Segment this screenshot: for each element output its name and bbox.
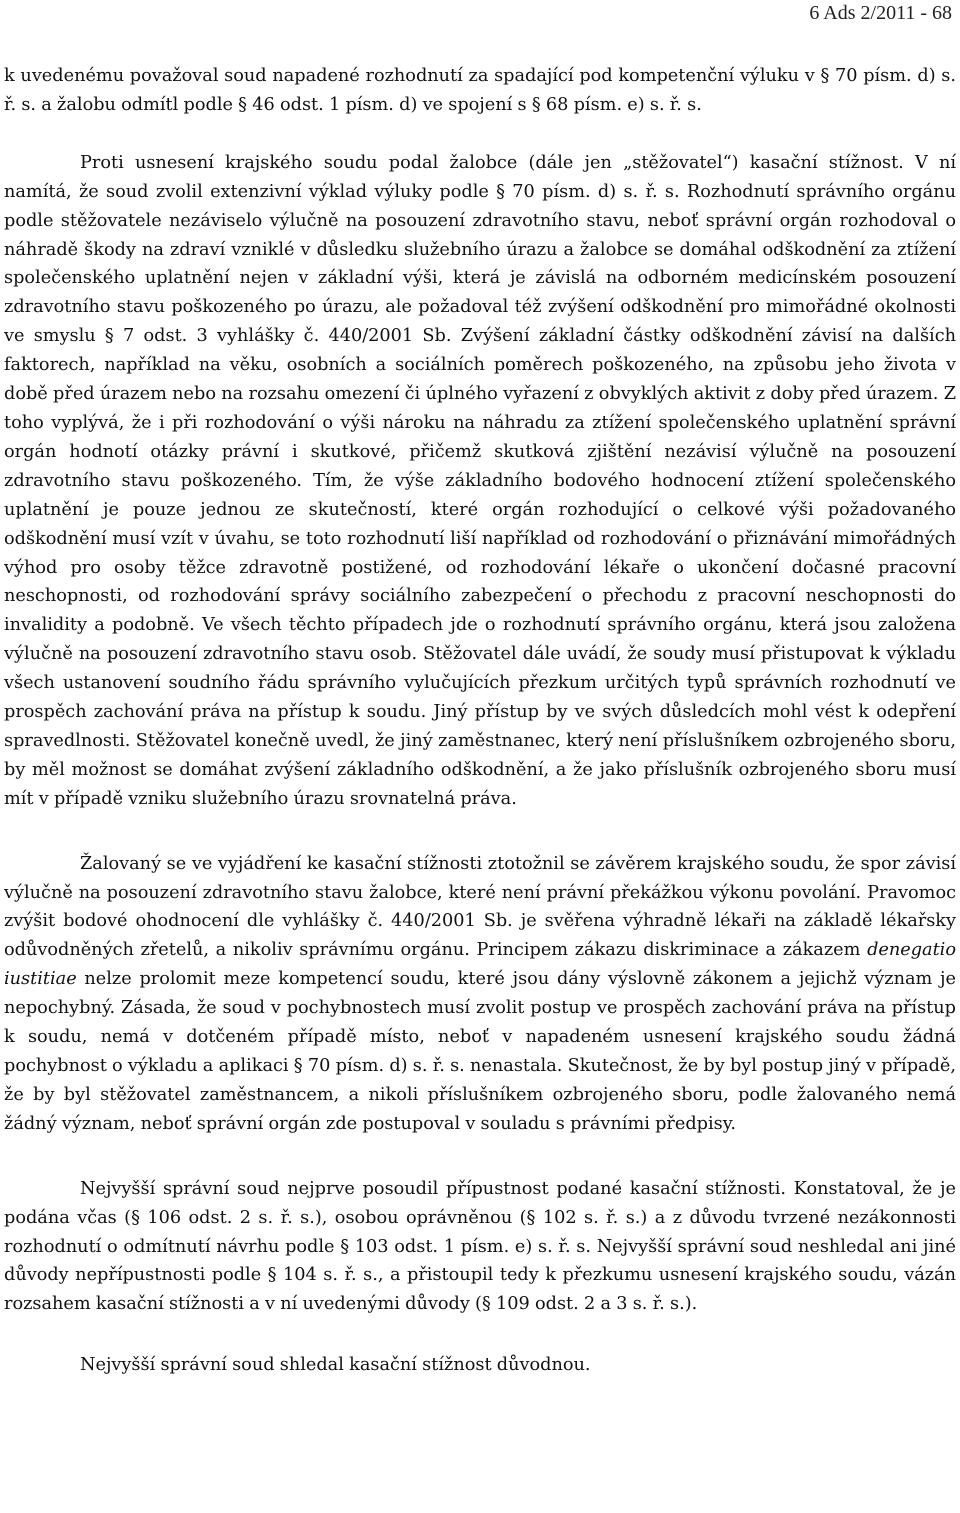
paragraph-4: Nejvyšší správní soud nejprve posoudil přípustnost podané kasační stížnosti. Konstatoval, že je podána včas (§ 106 odst. 2 s. ř. s.), osobou oprávněnou (§ 102 s. ř. s.) a z důvodu tvrzené nezákonnosti rozhodnutí o odmítnutí návrhu podle § 103 odst. 1 písm. e) s. ř. s. Nejvyšší správní soud neshledal ani jiné důvody nepřípustnosti podle § 104 s. ř. s., a přistoupil tedy k přezkumu usnesení krajského soudu, vázán rozsahem kasační stížnosti a v ní uvedenými důvody (§ 109 odst. 2 a 3 s. ř. s.). bbox=[4, 1178, 956, 1315]
paragraph-1: k uvedenému považoval soud napadené rozhodnutí za spadající pod kompetenční výluku v § 70 písm. d) s. ř. s. a žalobu odmítl podle § 46 odst. 1 písm. d) ve spojení s § 68 písm. e) s. ř. s. bbox=[4, 66, 956, 115]
page-header-case-number: 6 Ads 2/2011 - 68 bbox=[809, 2, 952, 24]
paragraph-spacer bbox=[4, 814, 956, 850]
paragraph-spacer bbox=[4, 1139, 956, 1175]
paragraph-3-text-before: Žalovaný se ve vyjádření ke kasační stížnosti ztotožnil se závěrem krajského soudu, že spor závisí výlučně na posouzení zdravotního stavu žalobce, které není právní překážkou výkonu povolání. Pravomoc zvýšit bodové ohodnocení dle vyhlášky č. 440/2001 Sb. je svěřena výhradně lékaři na základě lékařsky odůvodněných zřetelů, a nikoliv správnímu orgánu. Principem zákazu diskriminace a zákazem bbox=[4, 853, 956, 961]
document-body bbox=[4, 62, 956, 1380]
paragraph-3-text-after: nelze prolomit meze kompetencí soudu, které jsou dány výslovně zákonem a jejichž význam je nepochybný. Zásada, že soud v pochybnostech musí zvolit postup ve prospěch zachování práva na přístup k soudu, nemá v dotčeném případě místo, neboť v napadeném usnesení krajského soudu žádná pochybnost o výkladu a aplikaci § 70 písm. d) s. ř. s. nenastala. Skutečnost, že by byl postup jiný v případě, že by byl stěžovatel zaměstnancem, a nikoli příslušníkem ozbrojeného sboru, podle žalovaného nemá žádný význam, neboť správní orgán zde postupoval v souladu s právními předpisy. bbox=[4, 969, 956, 1134]
paragraph-spacer bbox=[4, 1319, 956, 1351]
paragraph-5: Nejvyšší správní soud shledal kasační stížnost důvodnou. bbox=[80, 1355, 591, 1376]
paragraph-3 bbox=[4, 850, 956, 1139]
latin-phrase: denegatio iustitiae bbox=[4, 940, 956, 990]
paragraph-2: Proti usnesení krajského soudu podal žalobce (dále jen „stěžovatel“) kasační stížnost. V ní namítá, že soud zvolil extenzivní výklad výluky podle § 70 písm. d) s. ř. s. Rozhodnutí správního orgánu podle stěžovatele nezáviselo výlučně na posouzení zdravotního stavu, neboť správní orgán rozhodoval o náhradě škody na zdraví vzniklé v důsledku služebního úrazu a žalobce se domáhal odškodnění za ztížení společenského uplatnění nejen v základní výši, která je závislá na odborném medicínském posouzení zdravotního stavu poškozeného po úrazu, ale požadoval též zvýšení odškodnění pro mimořádné okolnosti ve smyslu § 7 odst. 3 vyhlášky č. 440/2001 Sb. Zvýšení základní částky odškodnění závisí na dalších faktorech, například na věku, osobních a sociálních poměrech poškozeného, na způsobu jeho života v době před úrazem nebo na rozsahu omezení či úplného vyřazení z obvyklých aktivit z doby před úrazem. Z toho vyplývá, že i při rozhodování o výši nároku na náhradu za ztížení společenského uplatnění správní orgán hodnotí otázky právní i skutkové, přičemž skutková zjištění nezávisí výlučně na posouzení zdravotního stavu poškozeného. Tím, že výše základního bodového hodnocení ztížení společenského uplatnění je pouze jednou ze skutečností, které orgán rozhodující o celkové výši požadovaného odškodnění musí vzít v úvahu, se toto rozhodnutí liší například od rozhodování o přiznávání mimořádných výhod pro osoby těžce zdravotně postižené, od rozhodování lékaře o ukončení dočasné pracovní neschopnosti, od rozhodování správy sociálního zabezpečení o přechodu z pracovní neschopnosti do invalidity a podobně. Ve všech těchto případech jde o rozhodnutí správního orgánu, která jsou založena výlučně na posouzení zdravotního stavu osob. Stěžovatel dále uvádí, že soudy musí přistupovat k výkladu všech ustanovení soudního řádu správního vylučujících přezkum určitých typů správních rozhodnutí ve prospěch zachování práva na přístup k soudu. Jiný přístup by ve svých důsledcích mohl vést k odepření spravedlnosti. Stěžovatel konečně uvedl, že jiný zaměstnanec, který není příslušníkem ozbrojeného sboru, by měl možnost se domáhat zvýšení základního odškodnění, a že jako příslušník ozbrojeného sboru musí mít v případě vzniku služebního úrazu srovnatelná práva. bbox=[4, 152, 956, 809]
paragraph-spacer bbox=[4, 120, 956, 149]
